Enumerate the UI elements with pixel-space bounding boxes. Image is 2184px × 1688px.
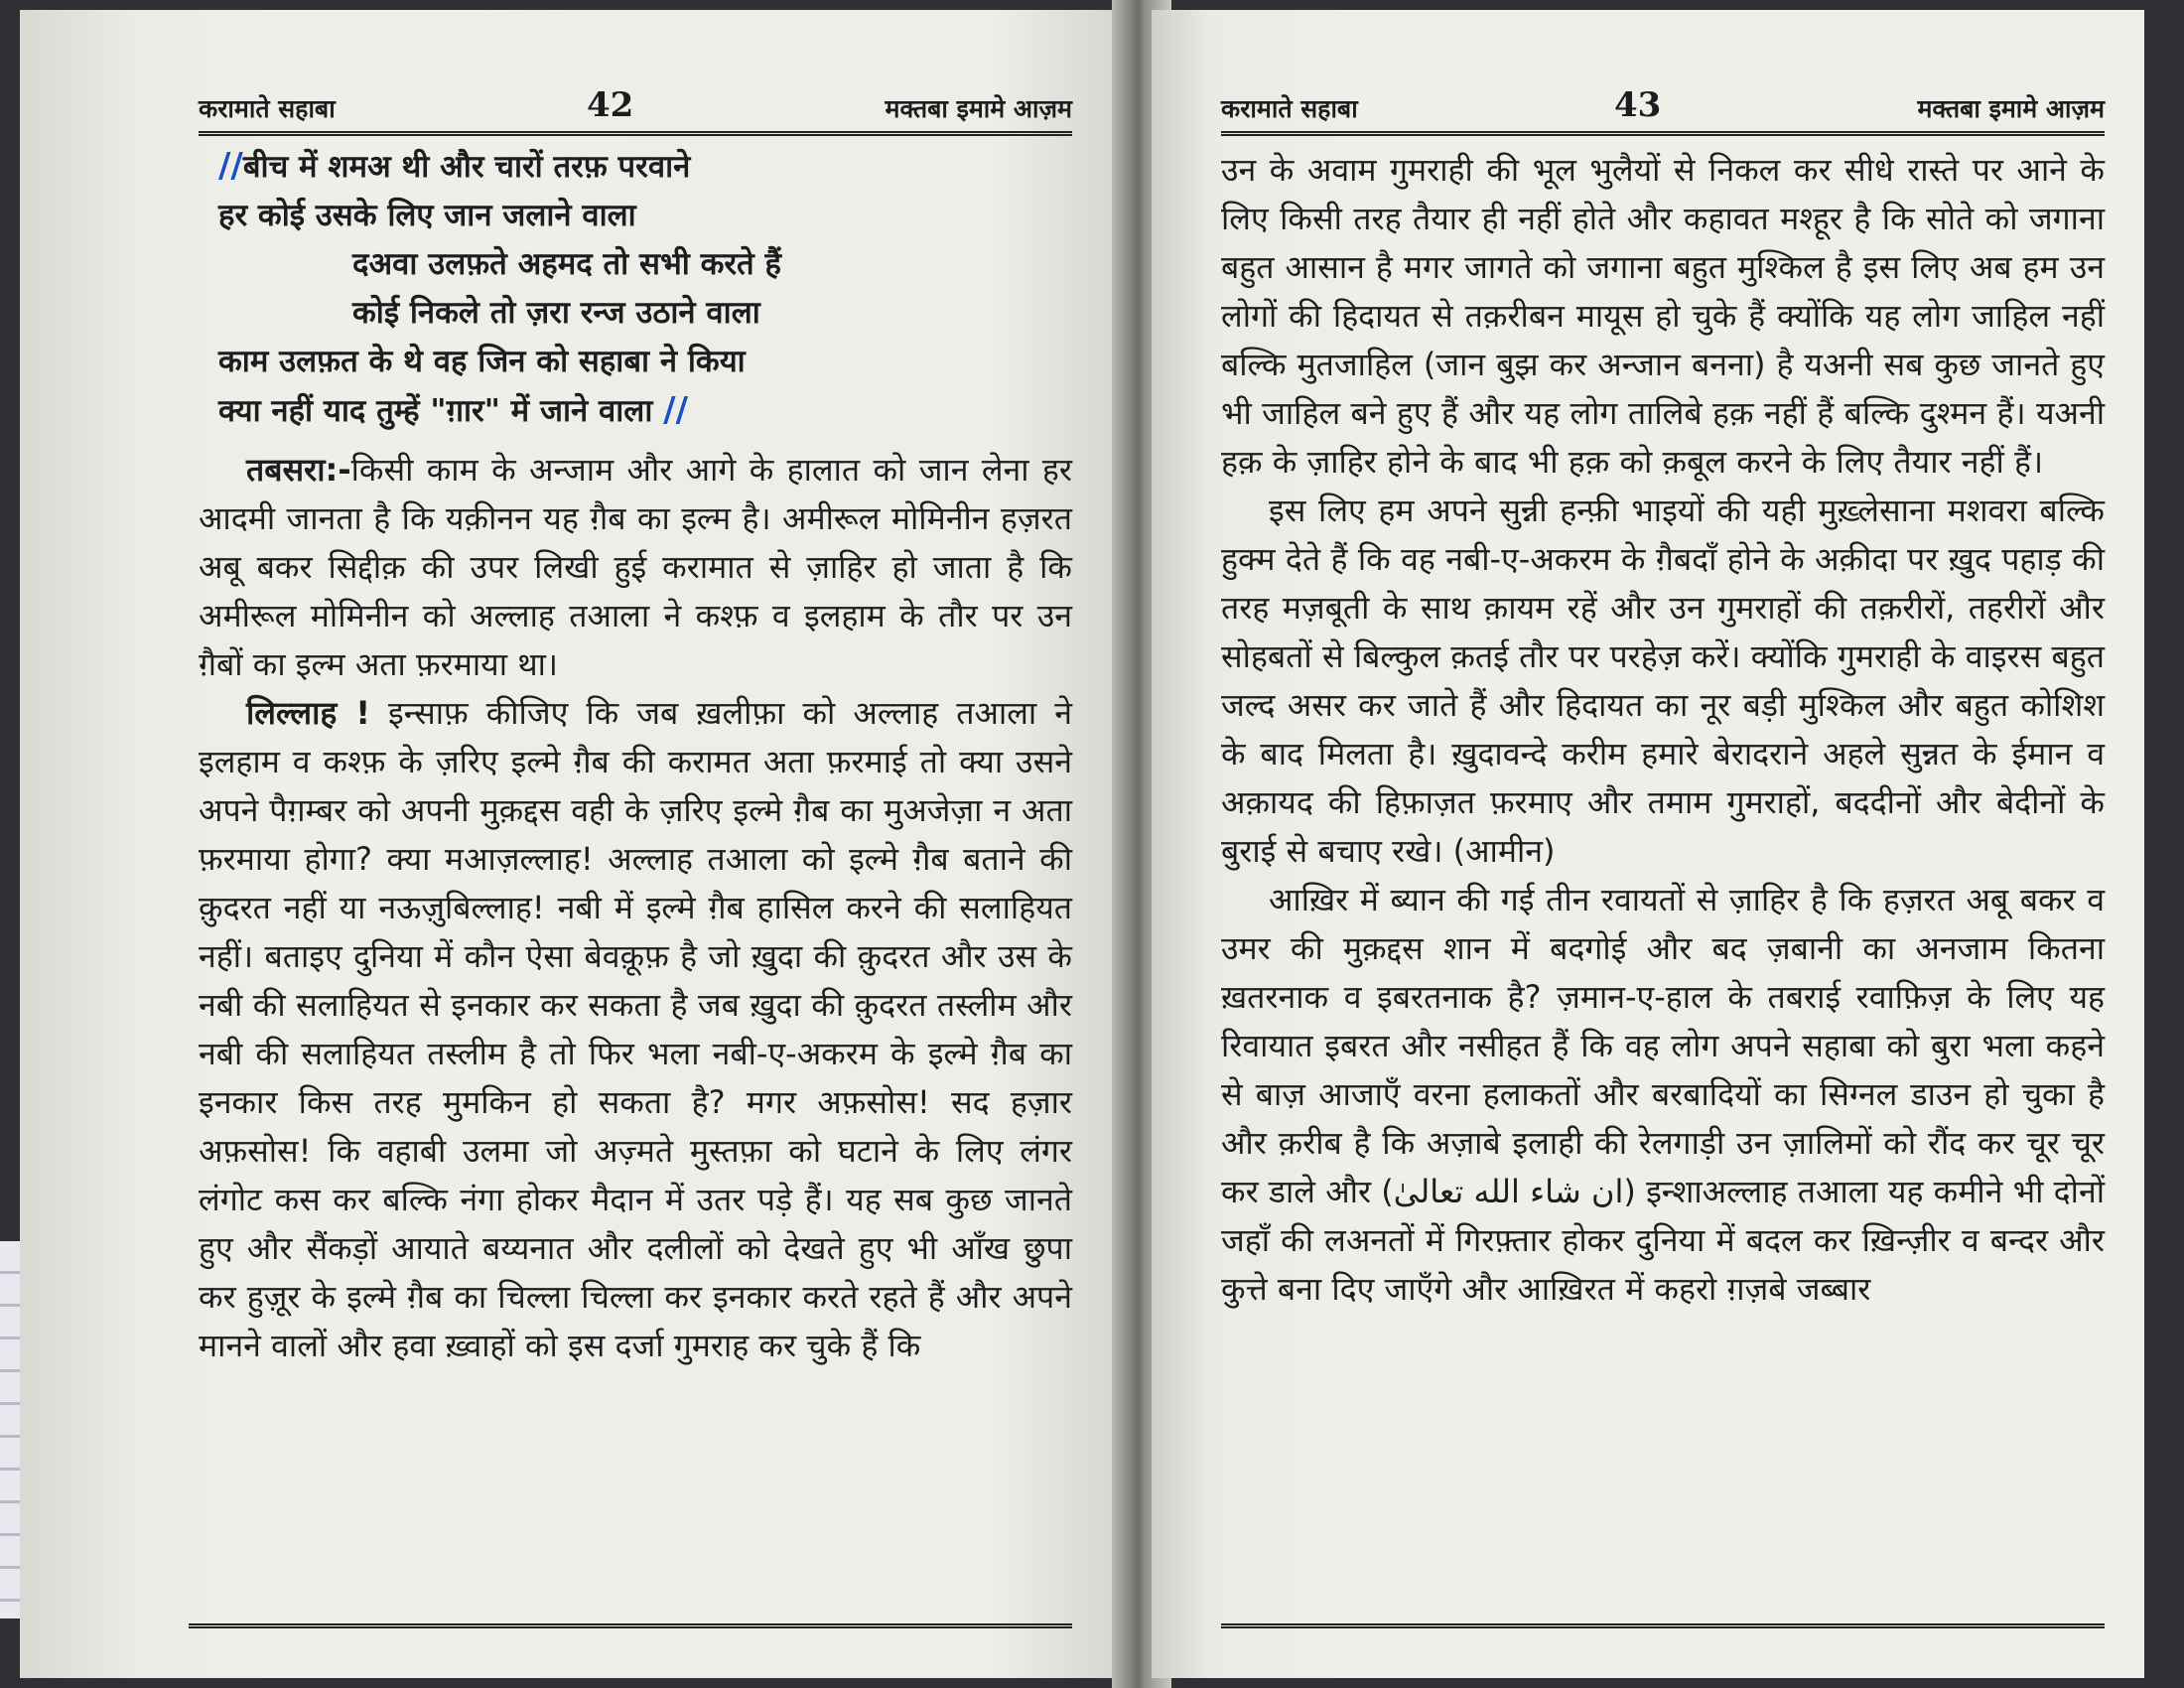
poem-line: क्या नहीं याद तुम्हें "ग़ार" में जाने वाला // [218, 390, 688, 430]
poem [199, 142, 1072, 436]
book-title: करामाते सहाबा [1221, 94, 1358, 123]
paragraph: लिल्लाह ! इन्साफ़ कीजिए कि जब ख़लीफ़ा को अल्लाह तआला ने इलहाम व कश्फ़ के ज़रिए इल्मे ग़ैब की करामत अता फ़रमाई तो क्या उसने अपने पैग़म्बर को अपनी मुक़द्दस वही के ज़रिए इल्मे ग़ैब का मुअजेज़ा न अता फ़रमाया होगा? क्या मआज़ल्लाह! अल्लाह तआला को इल्मे ग़ैब बताने की क़ुदरत नहीं या नऊज़ुबिल्लाह! नबी में इल्मे ग़ैब हासिल करने की सलाहियत नहीं। बताइए दुनिया में कौन ऐसा बेवक़ूफ़ है जो ख़ुदा की क़ुदरत और उस के नबी की सलाहियत से इनकार कर सकता है जब ख़ुदा की क़ुदरत तस्लीम और नबी की सलाहियत तस्लीम है तो फिर भला नबी-ए-अकरम के इल्मे ग़ैब का इनकार किस तरह मुमकिन हो सकता है? मगर अफ़सोस! सद हज़ार अफ़सोस! कि वहाबी उलमा जो अज़्मते मुस्तफ़ा को घटाने के लिए लंगर लंगोट कस कर बल्कि नंगा होकर मैदान में उतर पड़े हैं। यह सब कुछ जानते हुए और सैंकड़ों आयाते बय्यनात और दलीलों को देखते हुए भी आँख छुपा कर हुज़ूर के इल्मे ग़ैब का चिल्ला चिल्ला कर इनकार करते रहते हैं और अपने मानने वालों और हवा ख़्वाहों को इस दर्जा गुमराह कर चुके हैं कि [199, 694, 1072, 1364]
paragraph: इस लिए हम अपने सुन्नी हन्फ़ी भाइयों की यही मुख़्लेसाना मशवरा बल्कि हुक्म देते हैं कि वह नबी-ए-अकरम के ग़ैबदाँ होने के अक़ीदा पर ख़ुद पहाड़ की तरह मज़बूती के साथ क़ायम रहें और उन गुमराहों की तक़रीरों, तहरीरों और सोहबतों से बिल्कुल क़तई तौर पर परहेज़ करें। क्योंकि गुमराही के वाइरस बहुत जल्द असर कर जाते हैं और हिदायत का नूर बड़ी मुश्किल और बहुत कोशिश के बाद मिलता है। ख़ुदावन्दे करीम हमारे बेरादराने अहले सुन्नत के ईमान व अक़ायद की हिफ़ाज़त फ़रमाए और तमाम गुमराहों, बददीनों और बेदीनों के बुराई से बचाए रखे। (आमीन) [1221, 492, 2105, 870]
right-page [1152, 10, 2144, 1678]
paragraph: तबसरा:-किसी काम के अन्जाम और आगे के हालात को जान लेना हर आदमी जानता है कि यक़ीनन यह ग़ैब का इल्म है। अमीरूल मोमिनीन हज़रत अबू बकर सिद्दीक़ की उपर लिखी हुई करामात से ज़ाहिर हो जाता है कि अमीरूल मोमिनीन को अल्लाह तआला ने कश्फ़ व इलहाम के तौर पर उन ग़ैबों का इल्म अता फ़रमाया था। [199, 451, 1072, 683]
pen-mark-close: // [663, 390, 688, 430]
paragraph-label: लिल्लाह ! [246, 694, 370, 732]
publisher-name: मक्तबा इमामे आज़म [885, 94, 1072, 123]
page-header [199, 70, 1072, 136]
page-number: 42 [586, 85, 634, 125]
paragraph-label: तबसरा:- [246, 451, 351, 489]
pen-mark-open: // [218, 146, 243, 186]
poem-line: //बीच में शमअ थी और चारों तरफ़ परवाने [218, 146, 691, 186]
poem-line: हर कोई उसके लिए जान जलाने वाला [218, 198, 636, 233]
publisher-name: मक्तबा इमामे आज़म [1917, 94, 2105, 123]
left-page [20, 10, 1132, 1678]
page-number: 43 [1613, 85, 1662, 125]
page-body [1221, 146, 2105, 1314]
page-header [1221, 70, 2105, 136]
poem-line: काम उलफ़त के थे वह जिन को सहाबा ने किया [218, 344, 746, 379]
footer-rule [189, 1623, 1072, 1628]
paragraph: उन के अवाम गुमराही की भूल भुलैयों से निकल कर सीधे रास्ते पर आने के लिए किसी तरह तैयार ही नहीं होते और कहावत मश्हूर है कि सोते को जगाना बहुत आसान है मगर जागते को जगाना बहुत मुश्किल है इस लिए अब हम उन लोगों की हिदायत से तक़रीबन मायूस हो चुके हैं क्योंकि यह लोग जाहिल नहीं बल्कि मुतजाहिल (जान बुझ कर अन्जान बनना) है यअनी सब कुछ जानते हुए भी जाहिल बने हुए हैं और यह लोग तालिबे हक़ नहीं हैं बल्कि दुश्मन हैं। यअनी हक़ के ज़ाहिर होने के बाद भी हक़ को क़बूल करने के लिए तैयार नहीं हैं। [1221, 151, 2105, 481]
poem-line: दअवा उलफ़ते अहमद तो सभी करते हैं [352, 246, 781, 282]
footer-rule [1221, 1623, 2105, 1628]
paragraph: आख़िर में ब्यान की गई तीन रवायतों से ज़ाहिर है कि हज़रत अबू बकर व उमर की मुक़द्दस शान में बदगोई और बद ज़बानी का अनजाम कितना ख़तरनाक व इबरतनाक है? ज़मान-ए-हाल के तबराई रवाफ़िज़ के लिए यह रिवायात इबरत और नसीहत हैं कि वह लोग अपने सहाबा को बुरा भला कहने से बाज़ आजाएँ वरना हलाकतों और बरबादियों का सिग्नल डाउन हो चुका है और क़रीब है कि अज़ाबे इलाही की रेलगाड़ी उन ज़ालिमों को रौंद कर चूर चूर कर डाले और (ان شاء الله تعالیٰ) इन्शाअल्लाह तआला यह कमीने भी दोनों जहाँ की लअनतों में गिरफ़्तार होकर दुनिया में बदल कर ख़िन्ज़ीर व बन्दर और कुत्ते बना दिए जाएँगे और आख़िरत में कहरो ग़ज़बे जब्बार [1221, 881, 2105, 1308]
book-title: करामाते सहाबा [199, 94, 336, 123]
page-body [199, 446, 1072, 1370]
poem-line: कोई निकले तो ज़रा रन्ज उठाने वाला [352, 295, 760, 331]
